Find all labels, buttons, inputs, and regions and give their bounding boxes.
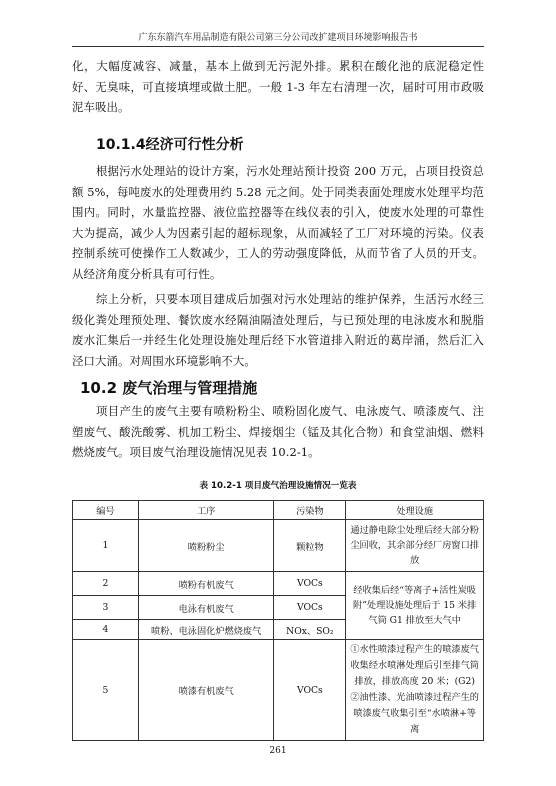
- cell-process: 喷漆有机废气: [138, 640, 274, 741]
- table-row: [73, 640, 484, 741]
- cell-pollutant: VOCs: [274, 640, 346, 741]
- running-header: 广东东箭汽车用品制造有限公司第三分公司改扩建项目环境影响报告书: [138, 33, 418, 43]
- heading-economic-feasibility: 10.1.4经济可行性分析: [96, 137, 244, 153]
- cell-no: 1: [73, 520, 139, 572]
- paragraph-economic-1: 根据污水处理站的设计方案，污水处理站预计投资 200 万元，占项目投资总额 5%，每吨废水的处理费用约 5.28 元之间。处于同类表面处理废水处理平均范围内。同时，水量监控器、液位监控器等在线仪表的引入，使废水处理的可靠性大为提高，减少人为因素引起的超标现象，从而减轻了工厂对环境的污染。仪表控制系统可使操作工人数减少，工人的劳动强度降低，从而节省了人员的开支。从经济角度分析具有可行性。: [72, 164, 484, 281]
- waste-gas-table: [72, 500, 484, 741]
- cell-no: 3: [73, 596, 139, 620]
- cell-pollutant: NOx、SO₂: [274, 620, 346, 640]
- cell-process: 电泳有机废气: [138, 596, 274, 620]
- paragraph-waste-gas: 项目产生的废气主要有喷粉粉尘、喷粉固化废气、电泳废气、喷漆废气、注塑废气、酸洗酸雾、机加工粉尘、焊接烟尘（锰及其化合物）和食堂油烟、燃料燃烧废气。项目废气治理设施情况见表 10.2-1。: [72, 404, 484, 459]
- cell-process: 喷粉粉尘: [138, 520, 274, 572]
- cell-facility: 通过静电除尘处理后经大部分粉尘回收，其余部分经厂房窗口排放: [346, 520, 484, 572]
- paragraph-sludge: 化，大幅度减容、减量，基本上做到无污泥外排。累积在酸化池的底泥稳定性好、无臭味，可直接填埋或做土肥。一般 1-3 年左右清理一次，届时可用市政吸泥车吸出。: [72, 59, 484, 114]
- cell-no: 2: [73, 572, 139, 596]
- cell-process: 喷粉有机废气: [138, 572, 274, 596]
- heading-waste-gas: 10.2 废气治理与管理措施: [80, 379, 258, 397]
- header-facility: 处理设施: [346, 501, 484, 520]
- table-row: [73, 572, 484, 596]
- cell-process: 喷粉、电泳固化炉燃烧废气: [138, 620, 274, 640]
- header-pollutant: 污染物: [274, 501, 346, 520]
- cell-facility: ①水性喷漆过程产生的喷漆废气收集经水喷淋处理后引至排气筒排放，排放高度 20 米；(G2) ②油性漆、光油喷漆过程产生的喷漆废气收集引至“水喷淋+等离: [346, 640, 484, 741]
- paragraph-economic-2: 综上分析，只要本项目建成后加强对污水处理站的维护保养，生活污水经三级化粪处理预处理、餐饮废水经隔油隔渣处理后，与已预处理的电泳废水和脱脂废水汇集后一并经生化处理设施处理后经下水管道排入附近的葛岸涌，然后汇入泾口大涌。对周围水环境影响不大。: [72, 292, 484, 368]
- cell-facility: 经收集后经“等离子+活性炭吸附”处理设施处理后于 15 米排气筒 G1 排放至大气中: [346, 572, 484, 640]
- cell-pollutant: VOCs: [274, 596, 346, 620]
- cell-pollutant: 颗粒物: [274, 520, 346, 572]
- header-no: 编号: [73, 501, 139, 520]
- header-rule: [72, 46, 484, 47]
- cell-pollutant: VOCs: [274, 572, 346, 596]
- cell-no: 5: [73, 640, 139, 741]
- table-header-row: [73, 501, 484, 520]
- table-caption: 表 10.2-1 项目废气治理设施情况一览表: [199, 481, 357, 491]
- page-number: 261: [269, 746, 287, 756]
- header-process: 工序: [138, 501, 274, 520]
- table-row: [73, 520, 484, 572]
- cell-no: 4: [73, 620, 139, 640]
